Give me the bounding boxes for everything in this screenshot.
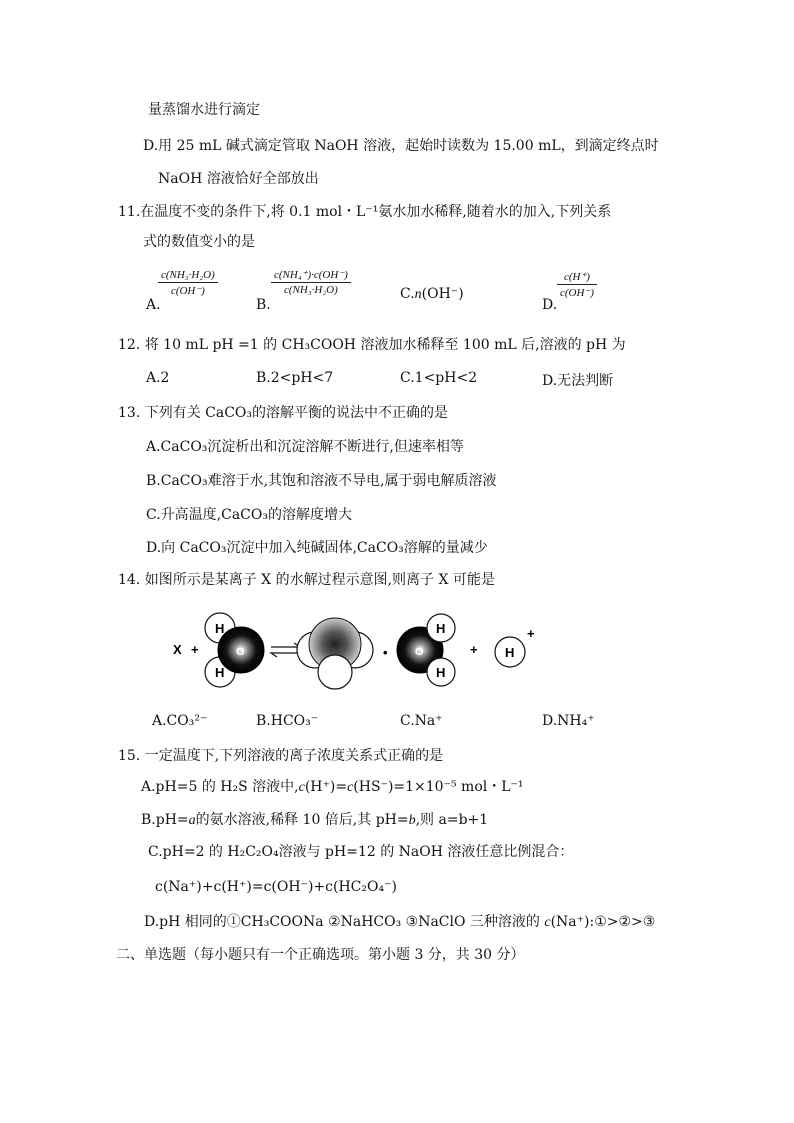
- q11-option-c-label: C.: [400, 286, 415, 302]
- diagram-plus-2: +: [470, 642, 478, 657]
- q15-option-c: C.pH=2 的 H₂C₂O₄溶液与 pH=12 的 NaOH 溶液任意比例混合：: [148, 844, 574, 860]
- q11-stem-cont: 式的数值变小的是: [143, 234, 255, 250]
- q11-option-a-fraction: [158, 269, 218, 297]
- o-label: O: [415, 646, 424, 658]
- q15-a-post: (HS⁻)=1×10⁻⁵ mol・L⁻¹: [353, 779, 524, 795]
- q15-d-pre: D.pH 相同的①CH₃COONa ②NaHCO₃ ③NaClO 三种溶液的: [144, 914, 545, 930]
- q14-option-d: D.NH₄⁺: [542, 713, 595, 729]
- q15-stem: 15. 一定温度下,下列溶液的离子浓度关系式正确的是: [118, 748, 444, 764]
- water-molecule-1: [205, 613, 264, 687]
- diagram-plus-1: +: [191, 642, 199, 657]
- q11-option-b-label: B.: [256, 297, 271, 313]
- q10-option-d: D.用 25 mL 碱式滴定管取 NaOH 溶液，起始时读数为 15.00 mL，到滴定终点时: [143, 138, 659, 154]
- q11-option-b-numerator: c(NH₄⁺)·c(OH⁻): [271, 268, 351, 283]
- q13-option-a: A.CaCO₃沉淀析出和沉淀溶解不断进行,但速率相等: [146, 439, 464, 455]
- q12-option-b: B.2<pH<7: [256, 370, 334, 386]
- q15-option-b: [141, 811, 488, 830]
- q11-option-a-denominator: c(OH⁻): [170, 285, 205, 297]
- equilibrium-arrow: [271, 643, 300, 657]
- hydrogen-ion: [495, 626, 535, 667]
- q12-option-d: D.无法判断: [542, 373, 614, 389]
- o-label: O: [236, 646, 245, 658]
- q11-option-c-rest: (OH⁻): [421, 286, 464, 302]
- q15-a-var2: c: [347, 780, 354, 795]
- q13-option-b: B.CaCO₃难溶于水,其饱和溶液不导电,属于弱电解质溶液: [146, 473, 497, 489]
- q11-option-d-fraction: [557, 270, 597, 299]
- q11-option-d-numerator: c(H⁺): [557, 270, 597, 285]
- q14-option-c: C.Na⁺: [400, 713, 443, 729]
- h-label: H: [436, 621, 446, 636]
- q11-option-a-numerator: c(NH₃·H₂O): [158, 269, 218, 283]
- hydrolysis-diagram: [165, 606, 585, 696]
- q11-option-d-denominator: c(OH⁻): [560, 287, 594, 299]
- section-2-heading: 二、单选题（每小题只有一个正确选项。第小题 3 分，共 30 分）: [116, 947, 525, 963]
- q10-option-d-cont: NaOH 溶液恰好全部放出: [158, 171, 319, 187]
- diagram-dot: •: [383, 645, 388, 660]
- h-ion-charge: +: [527, 626, 535, 641]
- q11-option-d-label: D.: [542, 297, 558, 313]
- q15-d-post: (Na⁺):①>②>③: [550, 914, 656, 930]
- q10-continuation-line: 量蒸馏水进行滴定: [148, 102, 260, 118]
- q11-option-b-denominator: c(NH₃·H₂O): [284, 284, 338, 296]
- q15-b-post: ,则 a=b+1: [415, 812, 489, 828]
- h-label: H: [215, 621, 225, 636]
- q12-option-a: A.2: [146, 370, 170, 386]
- q11-option-c: [400, 286, 464, 303]
- hydroxide-ion: [397, 614, 455, 686]
- q12-stem: 12. 将 10 mL pH =1 的 CH₃COOH 溶液加水稀释至 100 mL 后,溶液的 pH 为: [118, 337, 626, 353]
- q15-option-d: [144, 913, 655, 932]
- q14-stem: 14. 如图所示是某离子 X 的水解过程示意图,则离子 X 可能是: [118, 572, 495, 588]
- q15-b-pre: B.pH=: [141, 812, 189, 828]
- h-label: H: [436, 665, 446, 680]
- q15-b-var-a: a: [188, 813, 196, 828]
- q11-option-b-fraction: [271, 268, 351, 296]
- q15-d-var: c: [544, 915, 551, 930]
- q12-option-c: C.1<pH<2: [400, 370, 478, 386]
- q13-option-c: C.升高温度,CaCO₃的溶解度增大: [146, 507, 352, 523]
- q14-option-b: B.HCO₃⁻: [256, 713, 319, 729]
- hydrolysis-product-molecule: [297, 618, 373, 689]
- q15-option-a: [141, 778, 524, 797]
- q15-a-pre: A.pH=5 的 H₂S 溶液中,: [141, 779, 299, 795]
- q14-option-a: A.CO₃²⁻: [152, 713, 208, 729]
- q15-a-mid: (H⁺)=: [304, 779, 348, 795]
- h-label: H: [505, 645, 515, 660]
- q13-option-d: D.向 CaCO₃沉淀中加入纯碱固体,CaCO₃溶解的量减少: [146, 540, 488, 556]
- q15-b-mid: 的氨水溶液,稀释 10 倍后,其 pH=: [195, 812, 409, 828]
- q13-stem: 13. 下列有关 CaCO₃的溶解平衡的说法中不正确的是: [118, 405, 449, 421]
- q11-option-a-label: A.: [146, 297, 161, 313]
- q15-option-c-equation: c(Na⁺)+c(H⁺)=c(OH⁻)+c(HC₂O₄⁻): [155, 879, 397, 895]
- q11-stem: 11.在温度不变的条件下,将 0.1 mol・L⁻¹氨水加水稀释,随着水的加入,下列关系: [118, 204, 612, 220]
- h-label: H: [215, 665, 225, 680]
- product-hydrogen-atom: [318, 655, 352, 689]
- q11-option-c-var: n: [414, 287, 422, 302]
- q15-b-var-b: b: [408, 813, 416, 828]
- diagram-x-label: X: [173, 642, 182, 657]
- q15-a-var1: c: [298, 780, 305, 795]
